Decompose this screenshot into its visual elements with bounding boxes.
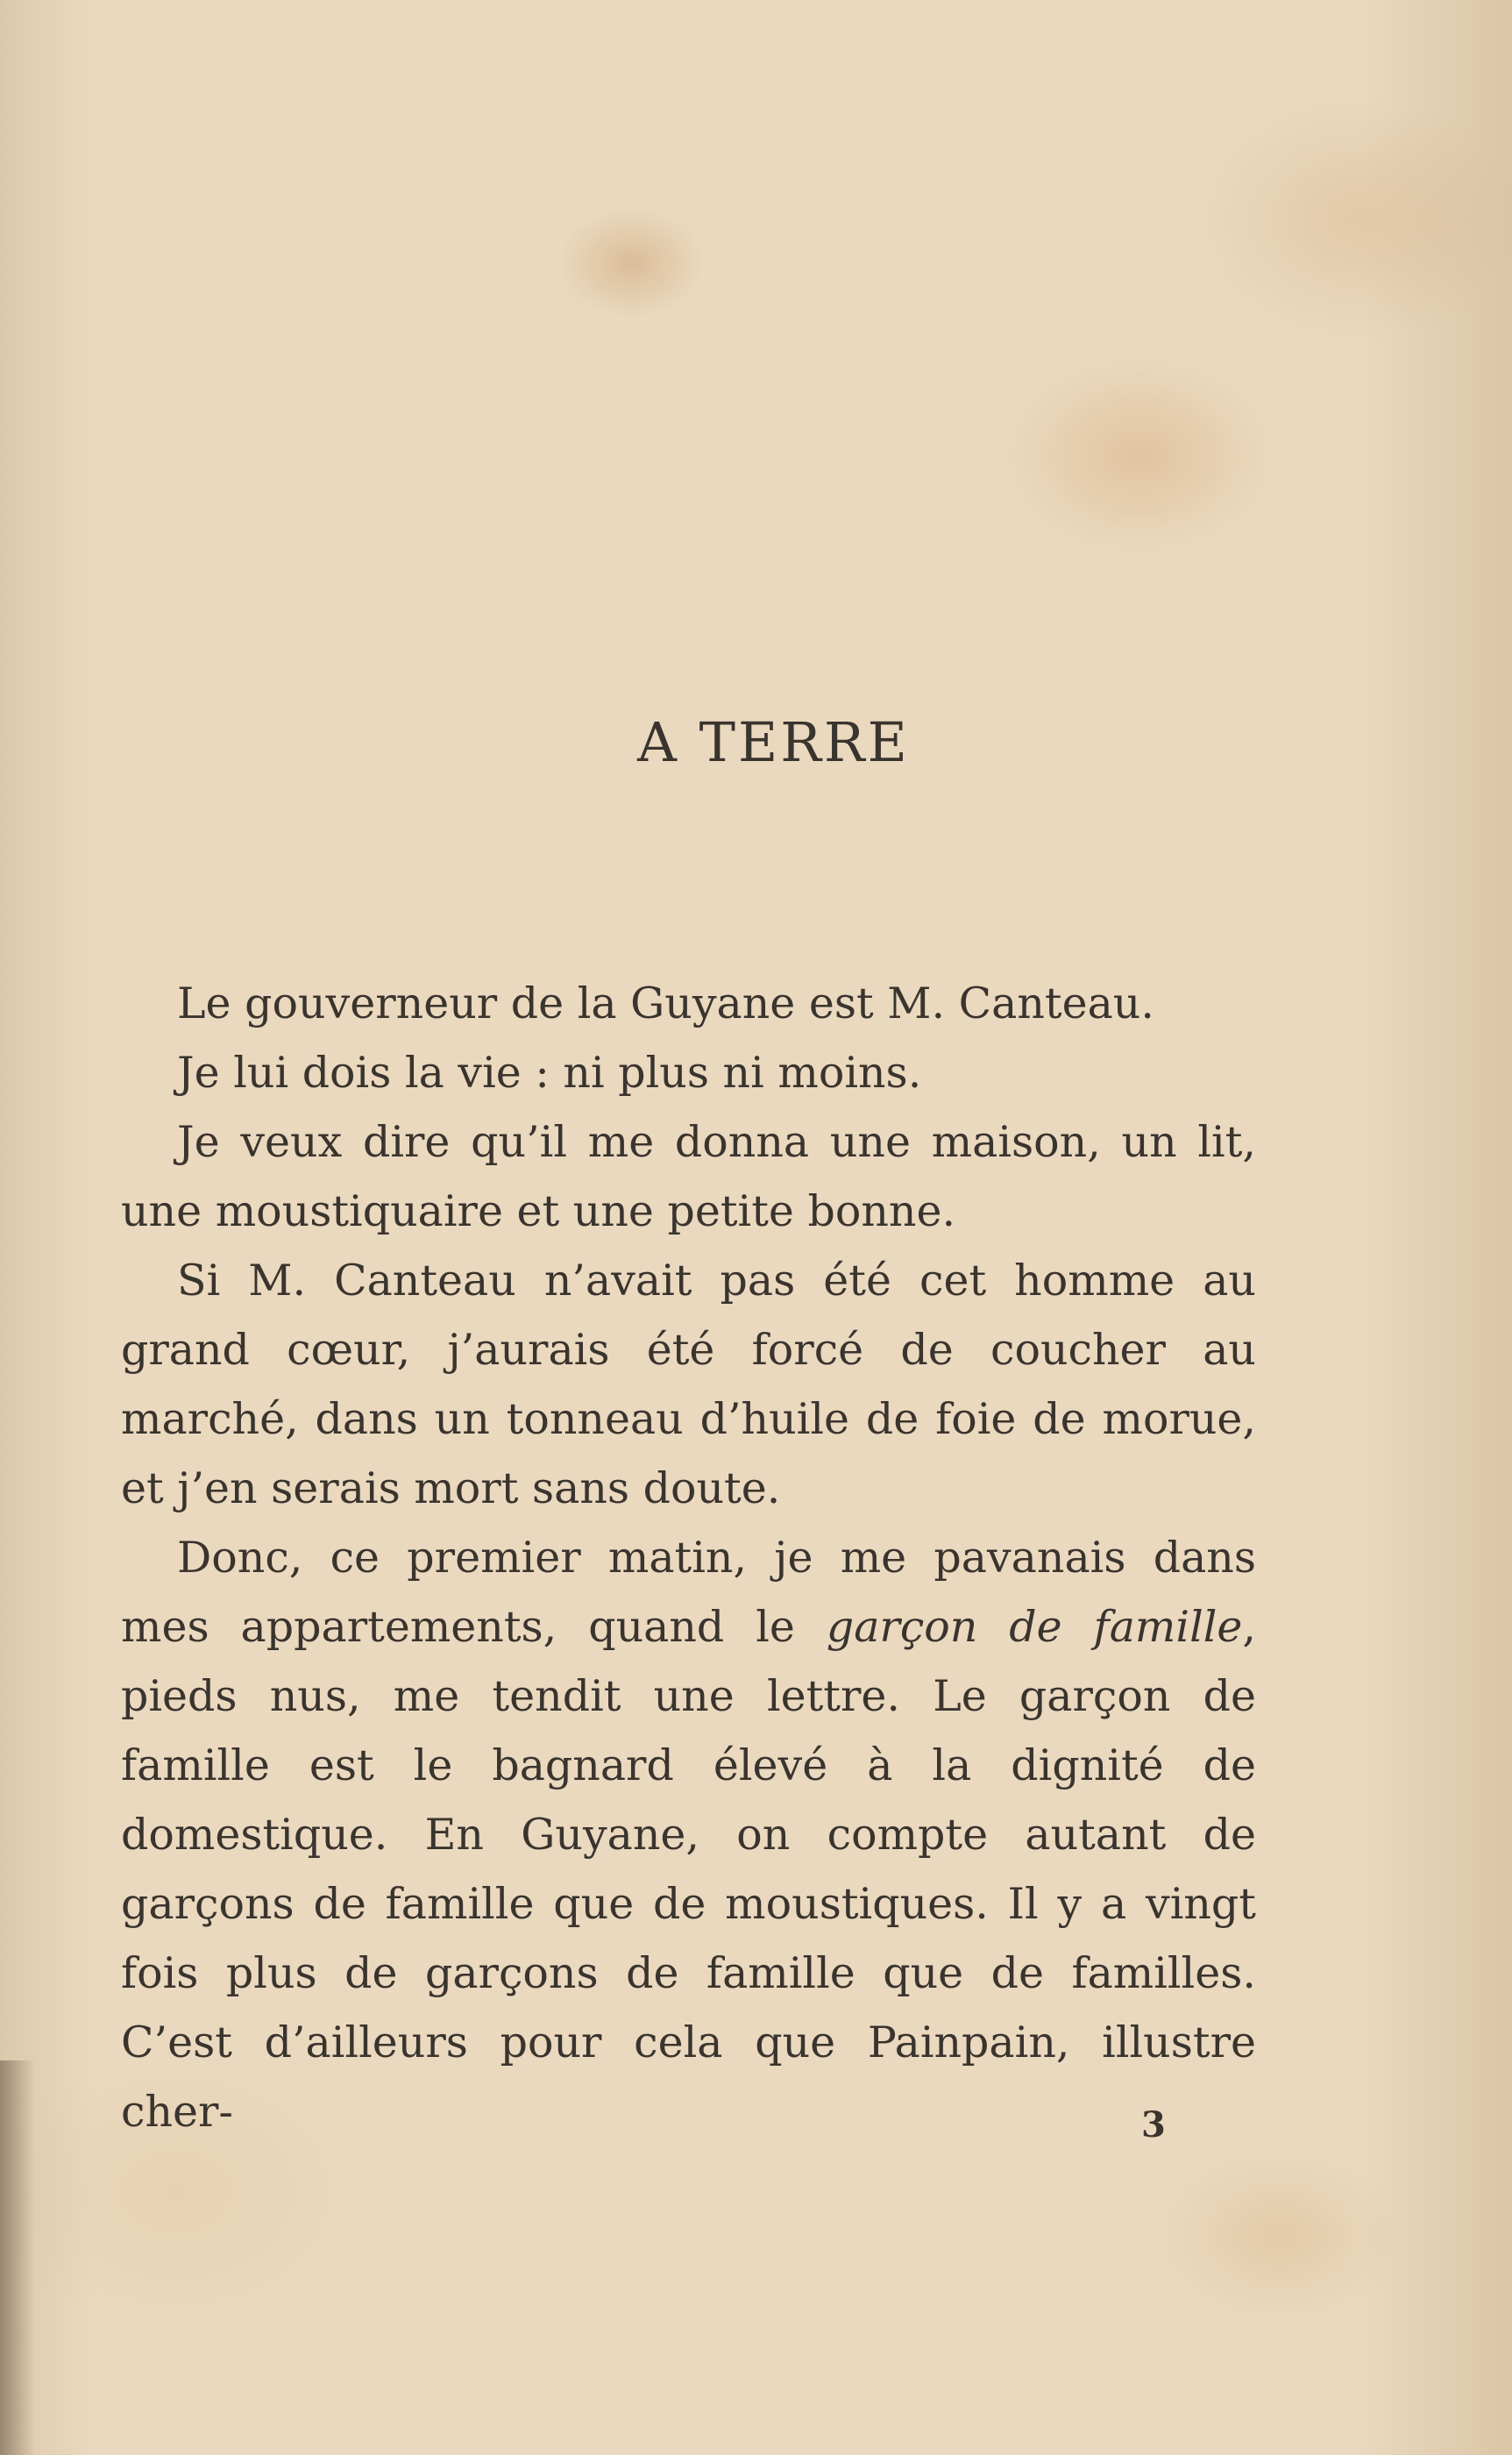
body-text — [121, 969, 1256, 2146]
paragraph-5-after: , pieds nus, me tendit une lettre. Le garçon de famille est le bagnard élevé à la dignité de domestique. En Guyane, on compte autant de garçons de famille que de moustiques. Il y a vingt fois plus de garçons de famille que de familles. C’est d’ailleurs pour cela que Painpain, illustre cher- — [121, 1602, 1256, 2137]
chapter-title: A TERRE — [637, 710, 910, 774]
paragraph-5-before: Donc, ce premier matin, je me pavanais dans mes appartements, quand le — [121, 1533, 1256, 1652]
paragraph-1: Le gouverneur de la Guyane est M. Canteau. — [177, 978, 1154, 1028]
binding-shadow — [0, 2060, 35, 2455]
paragraph-5-italic: garçon de famille — [826, 1602, 1243, 1652]
paragraph-5 — [121, 1523, 1256, 2146]
page-number: 3 — [1141, 2104, 1166, 2145]
paragraph-3: Je veux dire qu’il me donna une maison, un lit, une moustiquaire et une petite bonne. — [121, 1117, 1256, 1236]
paragraph-2: Je lui dois la vie : ni plus ni moins. — [177, 1048, 922, 1098]
paragraph-4: Si M. Canteau n’avait pas été cet homme au grand cœur, j’aurais été forcé de coucher au marché, dans un tonneau d’huile de foie de morue, et j’en serais mort sans doute. — [121, 1256, 1256, 1513]
